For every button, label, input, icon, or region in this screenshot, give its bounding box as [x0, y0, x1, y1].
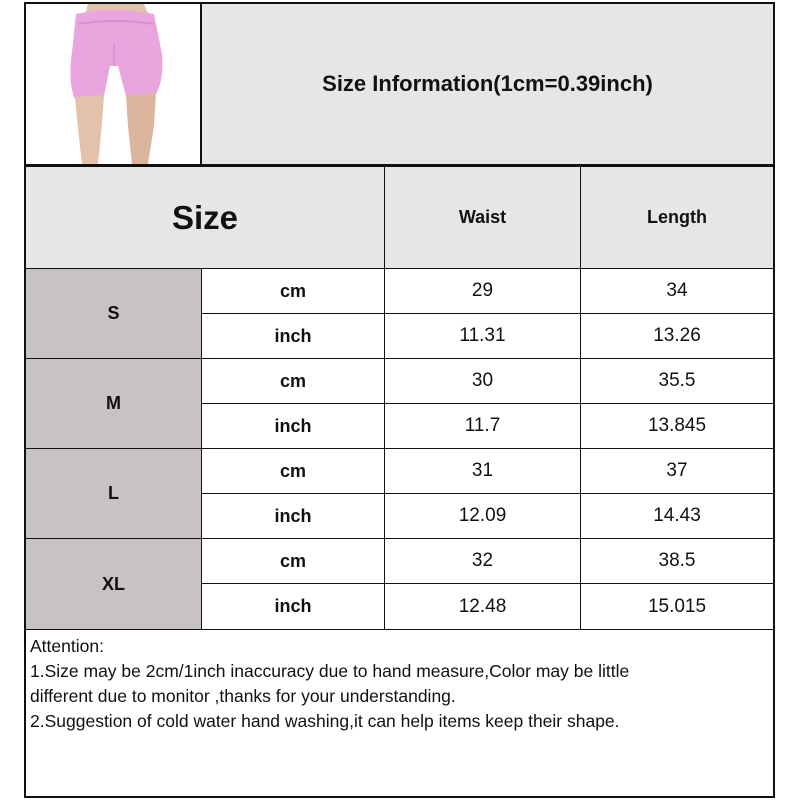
- unit-label: inch: [274, 596, 312, 616]
- unit-cell: [202, 359, 385, 404]
- title-cell: [202, 4, 773, 165]
- waist-cm: 32: [471, 550, 494, 571]
- length-cm: 34: [666, 280, 688, 301]
- length-header-cell: [581, 165, 773, 269]
- size-cell: [26, 359, 202, 449]
- unit-cell: [202, 449, 385, 494]
- unit-label: inch: [274, 505, 312, 526]
- waist-value: [385, 269, 581, 314]
- unit-cell: [202, 584, 385, 630]
- unit-label: cm: [279, 550, 306, 571]
- waist-value: [385, 314, 581, 359]
- waist-cm: 30: [471, 370, 494, 391]
- unit-cell: [202, 269, 385, 314]
- unit-label: cm: [279, 370, 306, 391]
- length-value: [581, 584, 773, 630]
- product-photo: [26, 4, 202, 165]
- size-cell: [26, 539, 202, 630]
- waist-header: Waist: [458, 207, 507, 227]
- unit-cell: [202, 314, 385, 359]
- waist-inch: 12.48: [458, 595, 507, 617]
- waist-inch: 12.09: [458, 505, 507, 526]
- note-line: different due to monitor ,thanks for your understanding.: [30, 686, 456, 706]
- size-cell: [26, 449, 202, 539]
- length-header: Length: [647, 207, 707, 227]
- unit-cell: [202, 539, 385, 584]
- waist-value: [385, 359, 581, 404]
- unit-label: inch: [274, 415, 312, 436]
- attention-notes: [26, 630, 773, 796]
- size-label: M: [106, 393, 121, 413]
- waist-value: [385, 494, 581, 539]
- unit-cell: [202, 404, 385, 449]
- unit-cell: [202, 494, 385, 539]
- waist-cm: 29: [471, 280, 494, 301]
- length-value: [581, 359, 773, 404]
- length-inch: 13.845: [647, 415, 707, 436]
- length-value: [581, 269, 773, 314]
- unit-label: cm: [279, 460, 306, 481]
- length-inch: 15.015: [647, 595, 707, 617]
- length-value: [581, 314, 773, 359]
- size-header: Size: [171, 198, 239, 236]
- waist-value: [385, 449, 581, 494]
- waist-inch: 11.7: [464, 415, 501, 436]
- size-chart: [24, 2, 775, 798]
- waist-value: [385, 404, 581, 449]
- size-header-cell: [26, 165, 385, 269]
- size-label: XL: [101, 573, 125, 594]
- waist-cm: 31: [471, 460, 494, 481]
- size-label: L: [108, 483, 119, 503]
- length-cm: 35.5: [658, 370, 696, 391]
- waist-header-cell: [385, 165, 581, 269]
- unit-label: cm: [279, 280, 306, 301]
- length-value: [581, 449, 773, 494]
- size-label: S: [107, 303, 120, 323]
- note-line: 2.Suggestion of cold water hand washing,it can help items keep their shape.: [30, 711, 620, 731]
- waist-value: [385, 539, 581, 584]
- length-value: [581, 539, 773, 584]
- length-cm: 37: [666, 460, 688, 481]
- pink-shorts-illustration: [26, 4, 200, 164]
- unit-label: inch: [274, 325, 312, 346]
- length-value: [581, 404, 773, 449]
- page-title: Size Information(1cm=0.39inch): [322, 71, 653, 96]
- length-value: [581, 494, 773, 539]
- size-cell: [26, 269, 202, 359]
- length-inch: 13.26: [653, 325, 701, 346]
- notes-heading: Attention:: [30, 636, 104, 656]
- length-inch: 14.43: [653, 505, 701, 526]
- note-line: 1.Size may be 2cm/1inch inaccuracy due to hand measure,Color may be little: [30, 661, 630, 681]
- length-cm: 38.5: [658, 550, 696, 571]
- waist-value: [385, 584, 581, 630]
- waist-inch: 11.31: [459, 325, 506, 346]
